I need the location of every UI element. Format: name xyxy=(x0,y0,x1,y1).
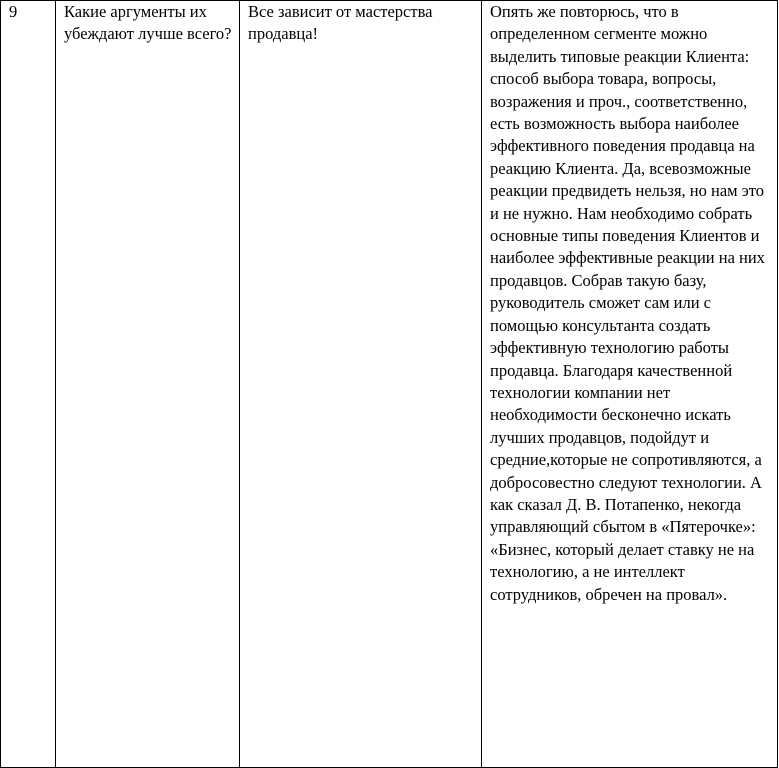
row-number: 9 xyxy=(9,2,18,21)
question-text: Какие аргументы их убеждают лучше всего? xyxy=(64,2,232,44)
answer-1-cell xyxy=(240,1,482,768)
table-row xyxy=(1,1,778,768)
answer-1-text: Все зависит от мастерства продавца! xyxy=(248,2,433,44)
answer-2-cell xyxy=(482,1,778,768)
answer-2-text: Опять же повторюсь, что в определенном сегменте можно выделить типовые реакции Клиента: способ выбора товара, вопросы, возражения и проч., соответственно, есть возможность выбора наиболее эффективного поведения продавца на реакцию Клиента. Да, всевозможные реакции предвидеть нельзя, но нам это и не нужно. Нам необходимо собрать основные типы поведения Клиентов и наиболее эффективные реакции на них продавцов. Собрав такую базу, руководитель сможет сам или с помощью консультанта создать эффективную технологию работы продавца. Благодаря качественной технологии компании нет необходимости бесконечно искать лучших продавцов, подойдут и средние,которые не сопротивляются, а добросовестно следуют технологии. А как сказал Д. В. Потапенко, некогда управляющий сбытом в «Пятерочке»: «Бизнес, который делает ставку не на технологию, а не интеллект сотрудников, обречен на провал». xyxy=(490,2,765,604)
question-cell xyxy=(56,1,240,768)
row-number-cell xyxy=(1,1,56,768)
